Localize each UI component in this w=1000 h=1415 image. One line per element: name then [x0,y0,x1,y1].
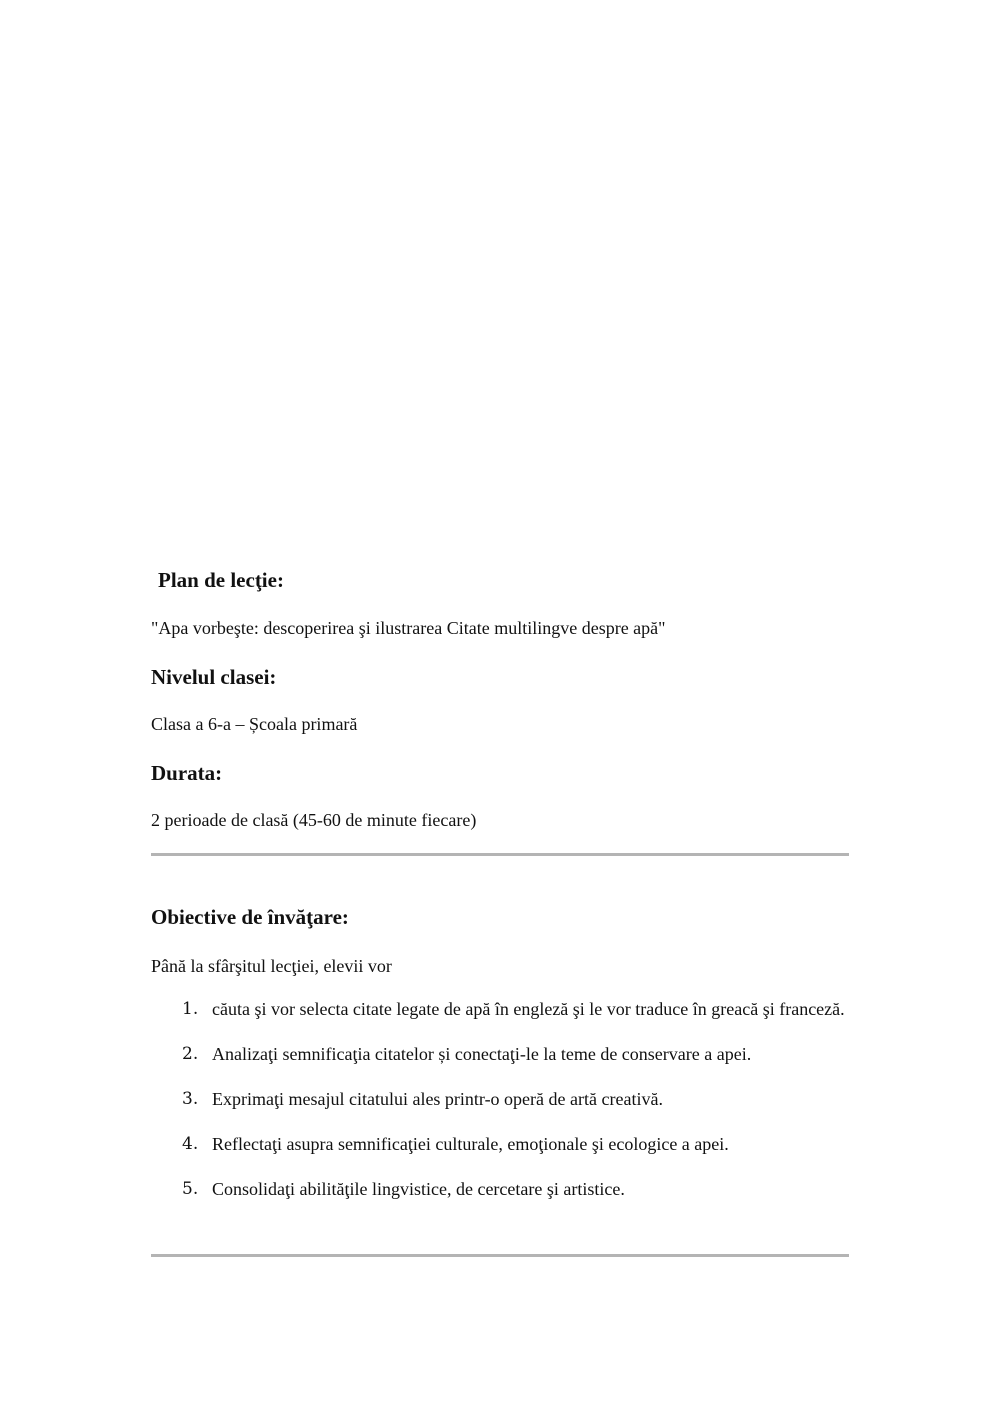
lesson-plan-subtitle: "Apa vorbeşte: descoperirea şi ilustrarea Citate multilingve despre apă" [151,618,666,638]
duration-value: 2 perioade de clasă (45-60 de minute fiecare) [151,810,477,830]
list-number: 4. [182,1134,199,1154]
list-item [151,1178,849,1201]
list-item-text: căuta şi vor selecta citate legate de apă în engleză şi le vor traduce în greacă şi franceză. [212,999,845,1019]
duration-heading: Durata: [151,761,223,785]
grade-heading: Nivelul clasei: [151,665,277,689]
list-item [151,998,849,1021]
grade-value: Clasa a 6-a – Școala primară [151,714,358,734]
lesson-plan-title: Plan de lecţie: [158,568,284,592]
list-number: 3. [182,1089,199,1109]
list-item-text: Analizaţi semnificaţia citatelor și conectaţi-le la teme de conservare a apei. [212,1044,752,1064]
objectives-intro: Până la sfârşitul lecţiei, elevii vor [151,956,392,976]
section-divider [151,853,849,856]
list-item [151,1133,849,1156]
list-item [151,1088,849,1111]
list-number: 1. [182,999,199,1019]
list-number: 2. [182,1044,199,1064]
list-item [151,1043,849,1066]
objectives-list [151,998,849,1223]
section-divider [151,1254,849,1257]
list-item-text: Reflectaţi asupra semnificaţiei culturale, emoţionale şi ecologice a apei. [212,1134,729,1154]
list-number: 5. [182,1179,199,1199]
list-item-text: Exprimaţi mesajul citatului ales printr-o operă de artă creativă. [212,1089,663,1109]
objectives-heading: Obiective de învăţare: [151,905,349,929]
list-item-text: Consolidaţi abilităţile lingvistice, de cercetare şi artistice. [212,1179,625,1199]
